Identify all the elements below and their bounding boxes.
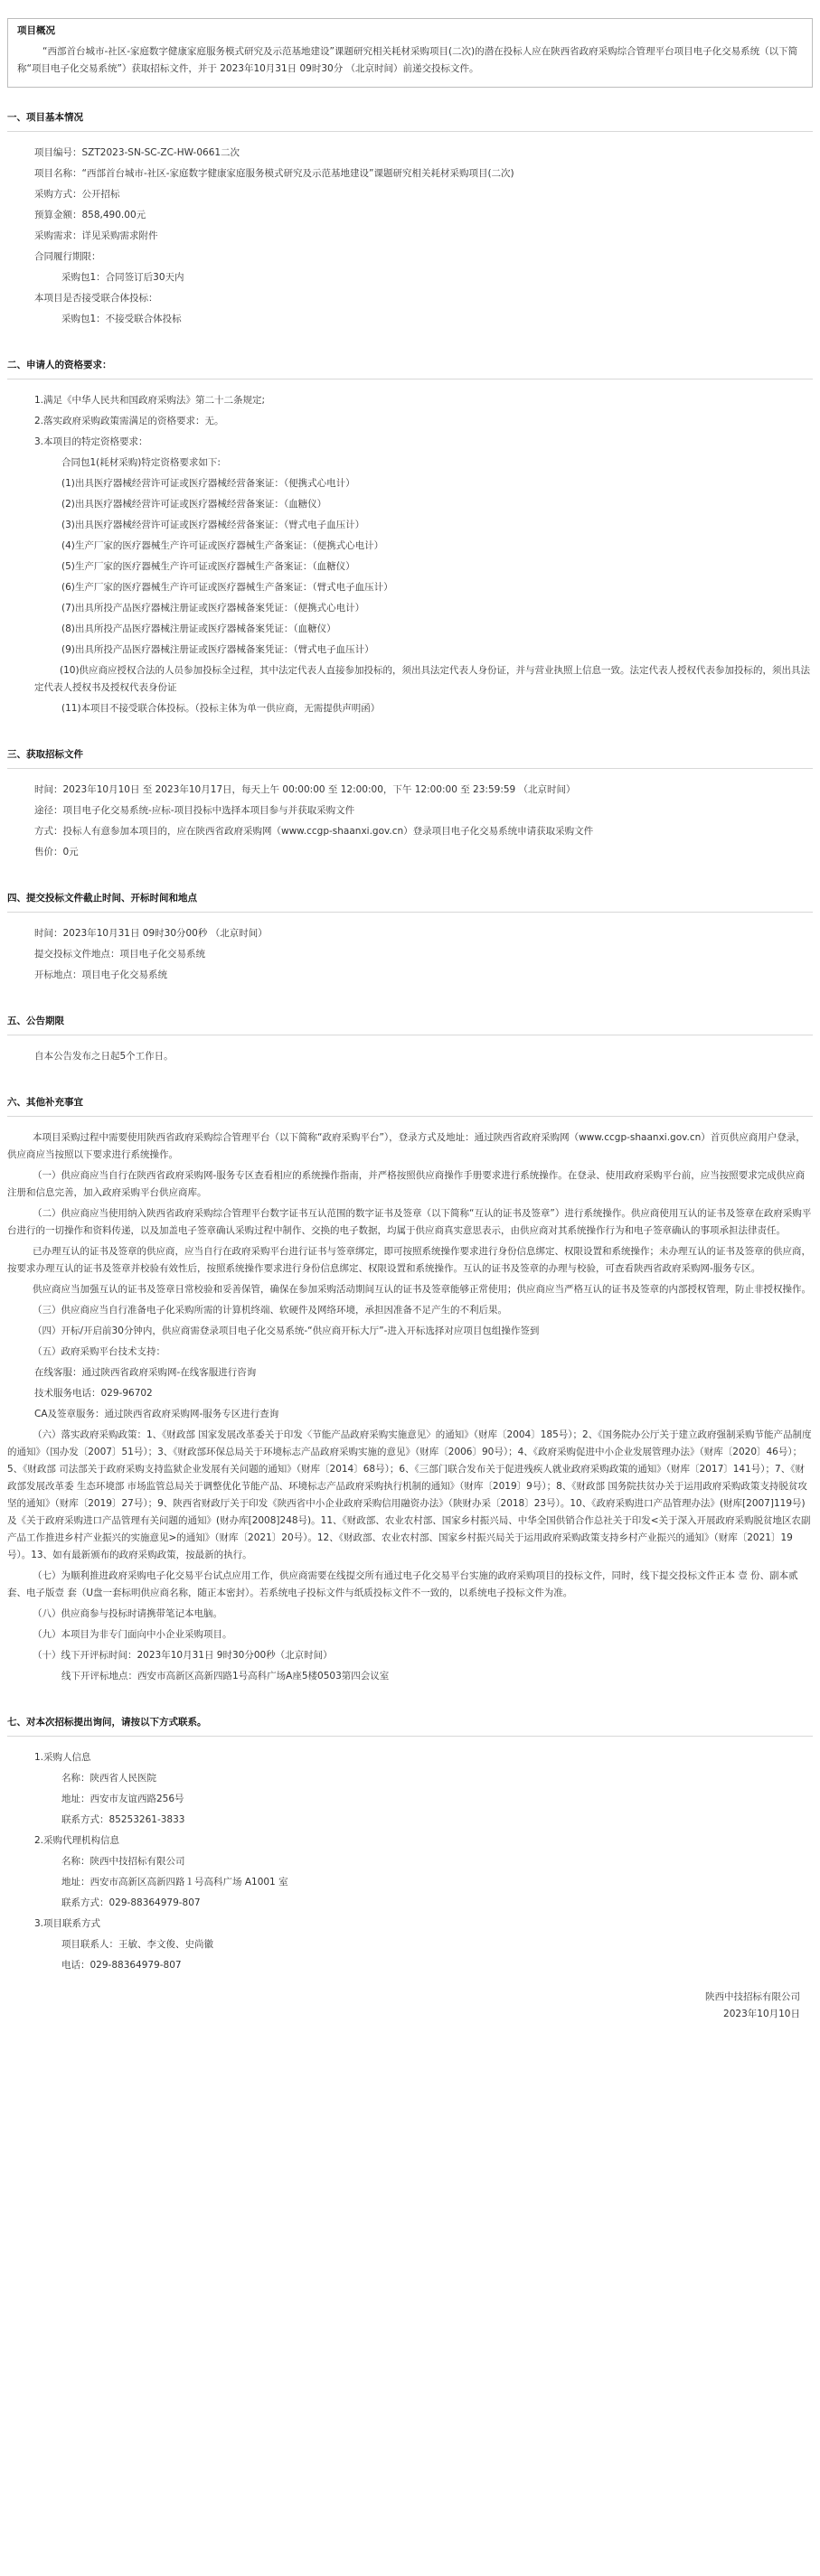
list-item: (10)供应商应授权合法的人员参加投标全过程，其中法定代表人直接参加投标的，须出具法定代表人身份证，并与营业执照上信息一致。法定代表人授权代表参加投标的，须出具法定代表人授权书及授权代表身份证 bbox=[34, 665, 811, 693]
other-paragraph: （五）政府采购平台技术支持： bbox=[33, 1346, 165, 1357]
announcement-page bbox=[0, 18, 820, 2023]
contact-item: 地址：西安市高新区高新四路１号高科广场 A1001 室 bbox=[61, 1877, 288, 1888]
contact-item: 联系方式：85253261-3833 bbox=[61, 1814, 185, 1825]
list-item: (9)出具所投产品医疗器械注册证或医疗器械备案凭证：（臂式电子血压计） bbox=[61, 644, 374, 655]
contact-item: 名称：陕西中技招标有限公司 bbox=[61, 1856, 185, 1867]
section-heading: 一、项目基本情况 bbox=[7, 109, 813, 132]
submission-location: 提交投标文件地点：项目电子化交易系统 bbox=[34, 949, 205, 960]
section-heading: 四、提交投标文件截止时间、开标时间和地点 bbox=[7, 890, 813, 913]
support-item: 在线客服：通过陕西省政府采购网-在线客服进行咨询 bbox=[34, 1367, 257, 1378]
other-paragraph: （九）本项目为非专门面向中小企业采购项目。 bbox=[33, 1629, 232, 1640]
obtain-method: 方式：投标人有意参加本项目的，应在陕西省政府采购网（www.ccgp-shaanxi.gov.cn）登录项目电子化交易系统申请获取采购文件 bbox=[34, 826, 594, 837]
signature-org: 陕西中技招标有限公司 bbox=[705, 1991, 800, 2002]
obtain-channel: 途径：项目电子化交易系统-应标-项目投标中选择本项目参与并获取采购文件 bbox=[34, 805, 355, 816]
consortium-label: 本项目是否接受联合体投标： bbox=[34, 293, 158, 304]
section-other-matters bbox=[7, 1094, 813, 1692]
budget-amount: 预算金额：858,490.00元 bbox=[34, 210, 146, 220]
procurement-method: 采购方式：公开招标 bbox=[34, 189, 120, 200]
signature-date: 2023年10月10日 bbox=[723, 2009, 800, 2019]
list-item: (5)生产厂家的医疗器械生产许可证或医疗器械生产备案证：（血糖仪） bbox=[61, 561, 355, 572]
other-paragraph: 供应商应当加强互认的证书及签章日常校验和妥善保管，确保在参加采购活动期间互认的证书及签章能够正常使用；供应商应当严格互认的证书及签章的内部授权管理，防止非授权操作。 bbox=[33, 1284, 811, 1295]
policy-paragraph: （六）落实政府采购政策：1、《财政部 国家发展改革委关于印发〈节能产品政府采购实施意见〉的通知》（财库〔2004〕185号）；2、《国务院办公厅关于建立政府强制采购节能产品制度的通知》（国办发〔2007〕51号）；3、《财政部环保总局关于环境标志产品政府采购实施的意见》（财库〔2006〕90号）；4、《政府采购促进中小企业发展管理办法》（财库〔2020〕46号）；5、《财政部 司法部关于政府采购支持监狱企业发展有关问题的通知》（财库〔2014〕68号）；6、《三部门联合发布关于促进残疾人就业政府采购政策的通知》（财库〔2017〕141号）；7、《财政部发展改革委 生态环境部 市场监管总局关于调整优化节能产品、环境标志产品政府采购执行机制的通知》（财库〔2019〕9号）；8、《财政部 国务院扶贫办关于运用政府采购政策支持脱贫攻坚的通知》（财库〔2019〕27号）；9、陕西省财政厅关于印发《陕西省中小企业政府采购信用融资办法》（陕财办采〔2018〕23号）。10、《政府采购进口产品管理办法》(财库[2007]119号)及《关于政府采购进口产品管理有关问题的通知》(财办库[2008]248号)。11、《财政部、农业农村部、国家乡村振兴局、中华全国供销合作总社关于印发<关于深入开展政府采购脱贫地区农副产品工作推进乡村产业振兴的实施意见>的通知》（财库〔2021〕20号）。12、《财政部、农业农村部、国家乡村振兴局关于运用政府采购政策支持乡村产业振兴的通知》（财库〔2021〕19号）。13、如有最新颁布的政府采购政策，按最新的执行。 bbox=[7, 1429, 812, 1560]
other-paragraph: 已办理互认的证书及签章的供应商，应当自行在政府采购平台进行证书与签章绑定，即可按照系统操作要求进行身份信息绑定、权限设置和系统操作；未办理互认的证书及签章的供应商，按要求办理互认的证书及签章并校验有效性后，按照系统操作要求进行身份信息绑定、权限设置和系统操作。互认的证书及签章的办理与校验，可查看陕西省政府采购网-服务专区。 bbox=[7, 1246, 811, 1274]
list-item: (2)出具医疗器械经营许可证或医疗器械经营备案证：（血糖仪） bbox=[61, 499, 327, 510]
contact-item: 名称：陕西省人民医院 bbox=[61, 1773, 156, 1784]
contact-group-title: 2.采购代理机构信息 bbox=[34, 1835, 120, 1846]
section-basic-info bbox=[7, 109, 813, 335]
list-item: (7)出具所投产品医疗器械注册证或医疗器械备案凭证：（便携式心电计） bbox=[61, 603, 365, 614]
section-deadline bbox=[7, 890, 813, 991]
contact-item: 项目联系人：王敏、李文俊、史尚徽 bbox=[61, 1939, 213, 1950]
consortium-value: 采购包1：不接受联合体投标 bbox=[61, 314, 182, 324]
procurement-requirement: 采购需求：详见采购需求附件 bbox=[34, 230, 158, 241]
contact-item: 地址：西安市友谊西路256号 bbox=[61, 1794, 184, 1804]
list-item: (4)生产厂家的医疗器械生产许可证或医疗器械生产备案证：（便携式心电计） bbox=[61, 540, 384, 551]
overview-text: “西部首台城市-社区-家庭数字健康家庭服务模式研究及示范基地建设”课题研究相关耗材采购项目(二次)的潜在投标人应在陕西省政府采购综合管理平台项目电子化交易系统（以下简称“项目电子化交易系统”）获取招标文件，并于 2023年10月31日 09时30分 （北京时间）前递交投标文件。 bbox=[17, 46, 798, 74]
support-item: 技术服务电话：029-96702 bbox=[34, 1388, 153, 1399]
section-heading: 二、申请人的资格要求： bbox=[7, 357, 813, 379]
section-qualification bbox=[7, 357, 813, 725]
other-paragraph: （四）开标/开启前30分钟内，供应商需登录项目电子化交易系统-“供应商开标大厅”-进入开标选择对应项目包组操作签到 bbox=[33, 1325, 540, 1336]
section-heading: 三、获取招标文件 bbox=[7, 746, 813, 769]
obtain-price: 售价：0元 bbox=[34, 847, 79, 857]
other-paragraph: 线下开评标地点：西安市高新区高新四路1号高科广场A座5楼0503第四会议室 bbox=[61, 1671, 390, 1681]
list-item: (8)出具所投产品医疗器械注册证或医疗器械备案凭证：（血糖仪） bbox=[61, 623, 336, 634]
list-item: (6)生产厂家的医疗器械生产许可证或医疗器械生产备案证：（臂式电子血压计） bbox=[61, 582, 393, 593]
section-heading: 五、公告期限 bbox=[7, 1013, 813, 1035]
section-contact bbox=[7, 1714, 813, 1981]
deadline-time: 时间：2023年10月31日 09时30分00秒 （北京时间） bbox=[34, 928, 268, 939]
other-paragraph: （十）线下开评标时间：2023年10月31日 9时30分00秒（北京时间） bbox=[33, 1650, 333, 1661]
qualification-item: 2.落实政府采购政策需满足的资格要求：无。 bbox=[34, 416, 224, 426]
obtain-time: 时间：2023年10月10日 至 2023年10月17日，每天上午 00:00:00 至 12:00:00，下午 12:00:00 至 23:59:59 （北京时间） bbox=[34, 784, 576, 795]
opening-location: 开标地点：项目电子化交易系统 bbox=[34, 970, 167, 980]
other-paragraph: 本项目采购过程中需要使用陕西省政府采购综合管理平台（以下简称“政府采购平台”），登录方式及地址：通过陕西省政府采购网（www.ccgp-shaanxi.gov.cn）首页供应商用户登录，供应商应当按照以下要求进行系统操作。 bbox=[7, 1132, 806, 1160]
section-notice-period bbox=[7, 1013, 813, 1073]
contact-group-title: 3.项目联系方式 bbox=[34, 1918, 101, 1929]
project-number: 项目编号：SZT2023-SN-SC-ZC-HW-0661二次 bbox=[34, 147, 240, 158]
section-heading: 六、其他补充事宜 bbox=[7, 1094, 813, 1117]
package-requirement: 合同包1(耗材采购)特定资格要求如下: bbox=[61, 457, 221, 468]
qualification-item: 1.满足《中华人民共和国政府采购法》第二十二条规定; bbox=[34, 395, 266, 406]
other-paragraph: （七）为顺利推进政府采购电子化交易平台试点应用工作，供应商需要在线提交所有通过电子化交易平台实施的政府采购项目的投标文件，同时，线下提交投标文件正本 壹 份、副本贰 套、电子版壹 套（U盘一套标明供应商名称，随正本密封）。若系统电子投标文件与纸质投标文件不一致的，以系统电子投标文件为准。 bbox=[7, 1570, 798, 1598]
project-name: 项目名称：“西部首台城市-社区-家庭数字健康家庭服务模式研究及示范基地建设”课题研究相关耗材采购项目(二次) bbox=[34, 168, 514, 179]
overview-title: 项目概况 bbox=[17, 25, 55, 36]
other-paragraph: （二）供应商应当使用纳入陕西省政府采购综合管理平台数字证书互认范围的数字证书及签章（以下简称“互认的证书及签章”）进行系统操作。供应商使用互认的证书及签章在政府采购平台进行的一切操作和资料传递，以及加盖电子签章确认采购过程中制作、交换的电子数据，均属于供应商真实意思表示，由供应商对其系统操作行为和电子签章确认的事项承担法律责任。 bbox=[7, 1208, 812, 1236]
list-item: (3)出具医疗器械经营许可证或医疗器械经营备案证：（臂式电子血压计） bbox=[61, 520, 365, 530]
other-paragraph: （三）供应商应当自行准备电子化采购所需的计算机终端、软硬件及网络环境，承担因准备不足产生的不利后果。 bbox=[33, 1305, 507, 1316]
support-item: CA及签章服务：通过陕西省政府采购网-服务专区进行查询 bbox=[34, 1409, 279, 1419]
signature-block bbox=[7, 1989, 813, 2023]
notice-period-text: 自本公告发布之日起5个工作日。 bbox=[34, 1051, 174, 1062]
qualification-item: 3.本项目的特定资格要求： bbox=[34, 436, 148, 447]
contract-period-value: 采购包1：合同签订后30天内 bbox=[61, 272, 184, 283]
section-heading: 七、对本次招标提出询问，请按以下方式联系。 bbox=[7, 1714, 813, 1737]
contact-item: 电话：029-88364979-807 bbox=[61, 1960, 182, 1971]
overview-box bbox=[7, 18, 813, 88]
other-paragraph: （八）供应商参与投标时请携带笔记本电脑。 bbox=[33, 1608, 222, 1619]
section-obtain-documents bbox=[7, 746, 813, 868]
list-item: (11)本项目不接受联合体投标。（投标主体为单一供应商，无需提供声明函） bbox=[61, 703, 381, 714]
contract-period-label: 合同履行期限： bbox=[34, 251, 101, 262]
contact-group-title: 1.采购人信息 bbox=[34, 1752, 91, 1763]
contact-item: 联系方式：029-88364979-807 bbox=[61, 1897, 201, 1908]
other-paragraph: （一）供应商应当自行在陕西省政府采购网-服务专区查看相应的系统操作指南，并严格按照供应商操作手册要求进行系统操作。在登录、使用政府采购平台前，应当按照要求完成供应商注册和信息完善，加入政府采购平台供应商库。 bbox=[7, 1170, 806, 1198]
list-item: (1)出具医疗器械经营许可证或医疗器械经营备案证：（便携式心电计） bbox=[61, 478, 355, 489]
